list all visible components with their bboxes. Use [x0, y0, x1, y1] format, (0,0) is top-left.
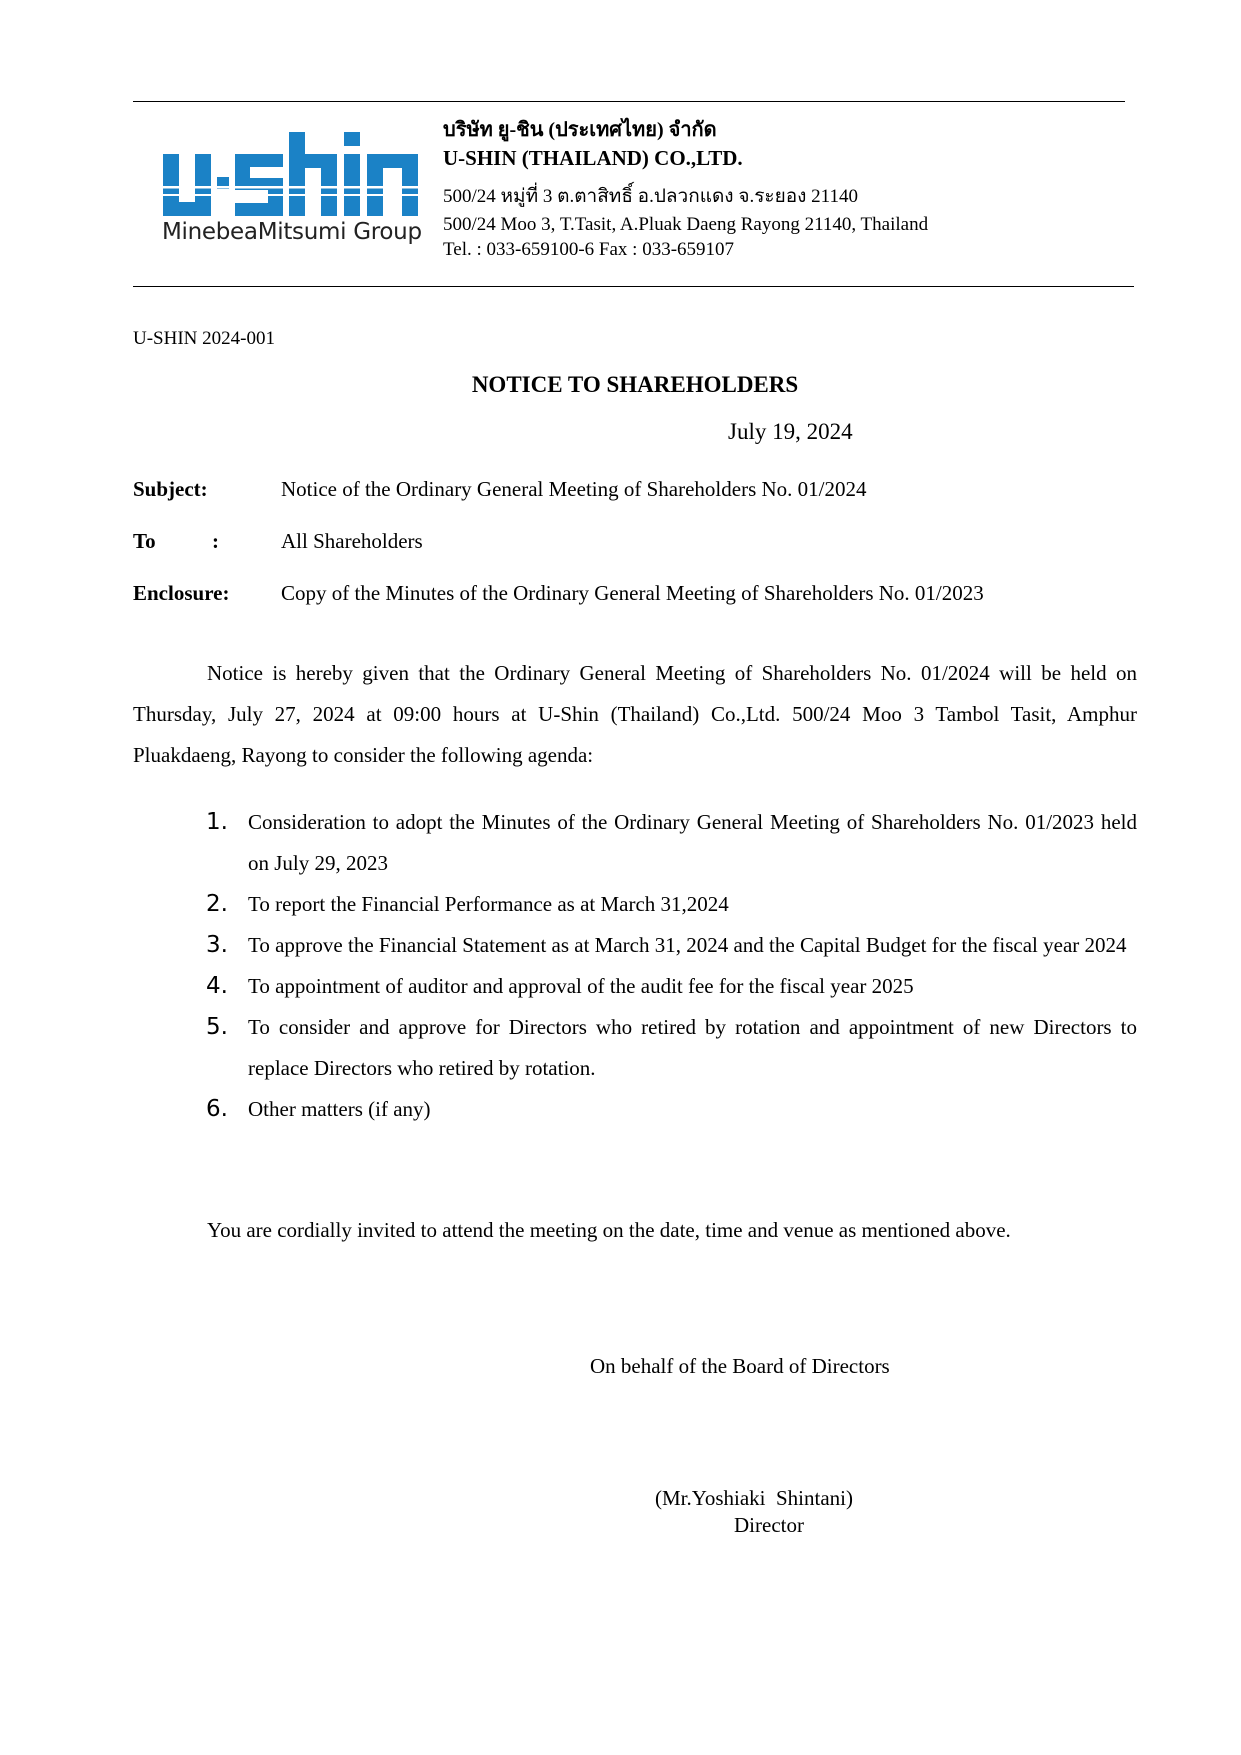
agenda-item	[133, 884, 1137, 925]
agenda-text: To consider and approve for Directors who retired by rotation and appointment of new Directors to replace Directors who retired by rotation.	[248, 1015, 1137, 1080]
u-shin-logo	[163, 132, 418, 216]
bottom-rule	[133, 286, 1134, 287]
agenda-number: 2.	[206, 891, 228, 917]
reference-number: U-SHIN 2024-001	[133, 328, 275, 349]
subject-value: Notice of the Ordinary General Meeting of Shareholders No. 01/2024	[281, 477, 867, 501]
agenda-number: 3.	[206, 932, 228, 958]
enclosure-value: Copy of the Minutes of the Ordinary General Meeting of Shareholders No. 01/2023	[281, 581, 984, 605]
signatory-name: (Mr.Yoshiaki Shintani)	[655, 1486, 853, 1510]
to-colon: :	[212, 529, 219, 553]
agenda-number: 1.	[206, 809, 228, 835]
agenda-item	[133, 1089, 1137, 1130]
agenda-item	[133, 966, 1137, 1007]
agenda-number: 5.	[206, 1014, 228, 1040]
agenda-item	[133, 925, 1137, 966]
company-name-thai: บริษัท ยู-ชิน (ประเทศไทย) จำกัด	[443, 119, 717, 141]
agenda-text: Other matters (if any)	[248, 1097, 431, 1121]
agenda-text: Consideration to adopt the Minutes of the Ordinary General Meeting of Shareholders No. 01/2023 held on July 29, 2023	[248, 810, 1137, 875]
letter-date: July 19, 2024	[728, 419, 853, 444]
to-value: All Shareholders	[281, 529, 423, 553]
subject-label: Subject:	[133, 477, 208, 501]
agenda-text: To appointment of auditor and approval of the audit fee for the fiscal year 2025	[248, 974, 914, 998]
invitation-text: You are cordially invited to attend the meeting on the date, time and venue as mentioned above.	[207, 1218, 1011, 1242]
agenda-number: 4.	[206, 973, 228, 999]
minebeamitsumi-group-logotype: MinebeaMitsumi Group	[162, 219, 422, 245]
company-name: U-SHIN (THAILAND) CO.,LTD.	[443, 146, 743, 170]
agenda-text: To report the Financial Performance as at March 31,2024	[248, 892, 729, 916]
notice-paragraph: Notice is hereby given that the Ordinary General Meeting of Shareholders No. 01/2024 will be held on Thursday, July 27, 2024 at 09:00 hours at U-Shin (Thailand) Co.,Ltd. 500/24 Moo 3 Tambol Tasit, Amphur Pluakdaeng, Rayong to consider the following agenda:	[133, 661, 1137, 767]
signatory-title: Director	[734, 1513, 804, 1537]
to-label: To	[133, 529, 156, 553]
phone-fax: Tel. : 033-659100-6 Fax : 033-659107	[443, 239, 735, 260]
enclosure-label: Enclosure:	[133, 581, 230, 605]
agenda-number: 6.	[206, 1096, 228, 1122]
agenda-list	[133, 802, 1137, 1130]
address-english: 500/24 Moo 3, T.Tasit, A.Pluak Daeng Rayong 21140, Thailand	[443, 214, 929, 235]
agenda-text: To approve the Financial Statement as at March 31, 2024 and the Capital Budget for the fiscal year 2024	[248, 933, 1127, 957]
agenda-item	[133, 802, 1137, 884]
page-title: NOTICE TO SHAREHOLDERS	[471, 372, 799, 397]
closing-line: On behalf of the Board of Directors	[590, 1354, 890, 1378]
agenda-item	[133, 1007, 1137, 1089]
top-rule	[133, 101, 1125, 102]
address-thai: 500/24 หมู่ที่ 3 ต.ตาสิทธิ์ อ.ปลวกแดง จ.ระยอง 21140	[443, 186, 858, 207]
